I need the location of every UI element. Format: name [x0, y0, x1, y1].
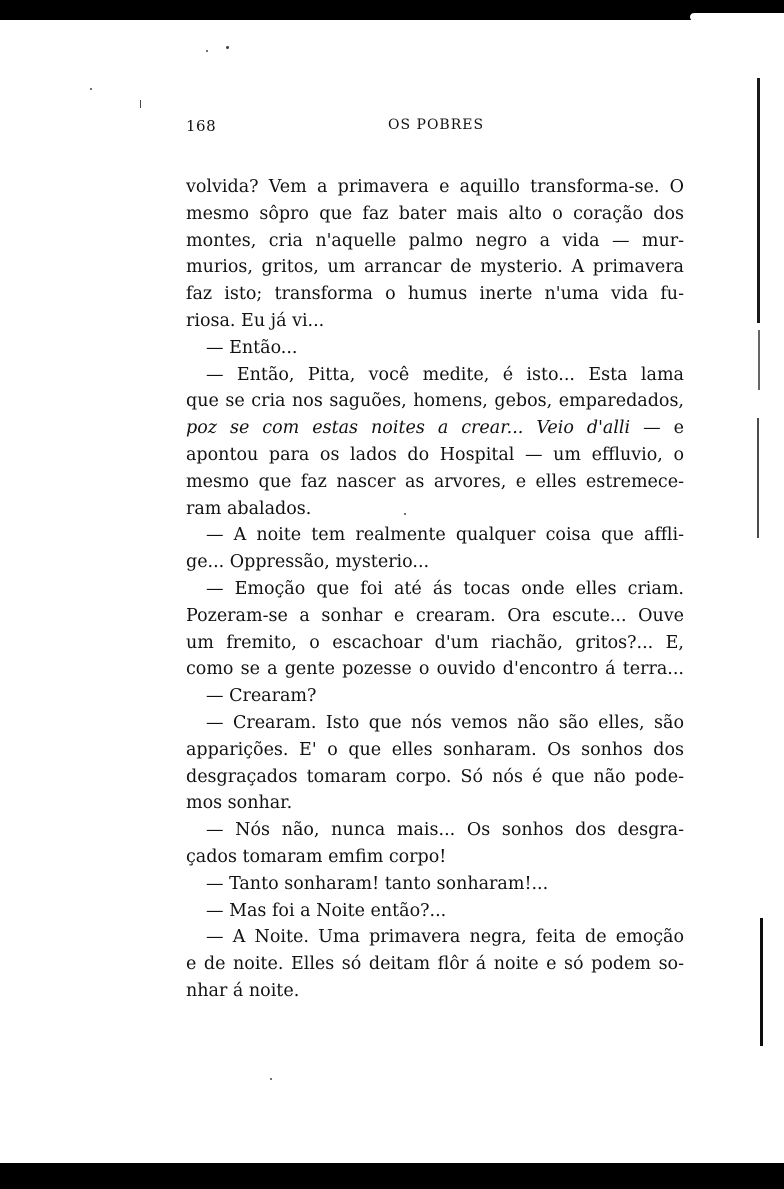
text-line: — Crearam?	[206, 686, 317, 707]
body-text	[186, 174, 684, 1005]
text-line: ram abalados.	[186, 498, 312, 519]
text-line: apparições. E' o que elles sonharam. Os sonhos dos	[186, 739, 684, 760]
text-line: — Então, Pitta, você medite, é isto... Esta lama	[206, 364, 684, 385]
text-line: que se cria nos saguões, homens, gebos, emparedados,	[186, 391, 684, 412]
text-line: nhar á noite.	[186, 980, 300, 1001]
page-header	[186, 117, 686, 139]
text-line	[186, 415, 684, 442]
paper-speck	[270, 1078, 272, 1080]
text-line: faz isto; transforma o humus inerte n'uma vida fu-	[186, 284, 684, 305]
text-line: como se a gente pozesse o ouvido d'encontro á terra...	[186, 659, 684, 680]
binding-shadow	[757, 418, 759, 538]
text-line: — Crearam. Isto que nós vemos não são elles, são	[206, 712, 684, 733]
paper-speck	[206, 50, 208, 52]
text-line: apontou para os lados do Hospital — um effluvio, o	[186, 444, 684, 465]
binding-shadow	[758, 330, 760, 390]
text-line-segment: — e	[630, 418, 684, 439]
text-line: — Nós não, nunca mais... Os sonhos dos desgra-	[206, 820, 684, 841]
paper-speck	[90, 88, 92, 90]
text-line: — Então...	[206, 337, 298, 358]
text-line: mesmo sôpro que faz bater mais alto o coração dos	[186, 203, 684, 224]
text-line-italic: poz se com estas noites a crear... Veio d'alli	[186, 418, 631, 439]
binding-shadow	[760, 918, 763, 1046]
scan-border-notch	[690, 13, 784, 21]
binding-shadow	[757, 78, 760, 323]
text-line: ge... Oppressão, mysterio...	[186, 552, 430, 573]
text-line: Pozeram-se a sonhar e crearam. Ora escute... Ouve	[186, 605, 684, 626]
text-line: — Emoção que foi até ás tocas onde elles criam.	[206, 578, 684, 599]
page-number: 168	[186, 117, 217, 135]
text-line: çados tomaram emfim corpo!	[186, 846, 447, 867]
scan-border-top	[0, 0, 784, 20]
text-line: — Mas foi a Noite então?...	[206, 900, 447, 921]
text-line: um fremito, o escachoar d'um riachão, gritos?... E,	[186, 632, 684, 653]
text-line: e de noite. Elles só deitam flôr á noite e só podem so-	[186, 954, 684, 975]
running-title: OS POBRES	[388, 117, 485, 133]
paper-speck	[226, 46, 229, 49]
text-line: mesmo que faz nascer as arvores, e elles estremece-	[186, 471, 684, 492]
text-line: — Tanto sonharam! tanto sonharam!...	[206, 873, 549, 894]
text-line: mos sonhar.	[186, 793, 293, 814]
text-line: — A noite tem realmente qualquer coisa que affli-	[206, 525, 684, 546]
text-line: murios, gritos, um arrancar de mysterio. A primavera	[186, 257, 684, 278]
paper-speck	[140, 100, 141, 108]
text-line: desgraçados tomaram corpo. Só nós é que não pode-	[186, 766, 684, 787]
text-line: riosa. Eu já vi...	[186, 310, 325, 331]
scan-border-bottom	[0, 1163, 784, 1189]
text-line: — A Noite. Uma primavera negra, feita de emoção	[206, 927, 684, 948]
text-line: volvida? Vem a primavera e aquillo transforma-se. O	[186, 177, 684, 197]
text-line: montes, cria n'aquelle palmo negro a vida — mur-	[186, 230, 684, 251]
